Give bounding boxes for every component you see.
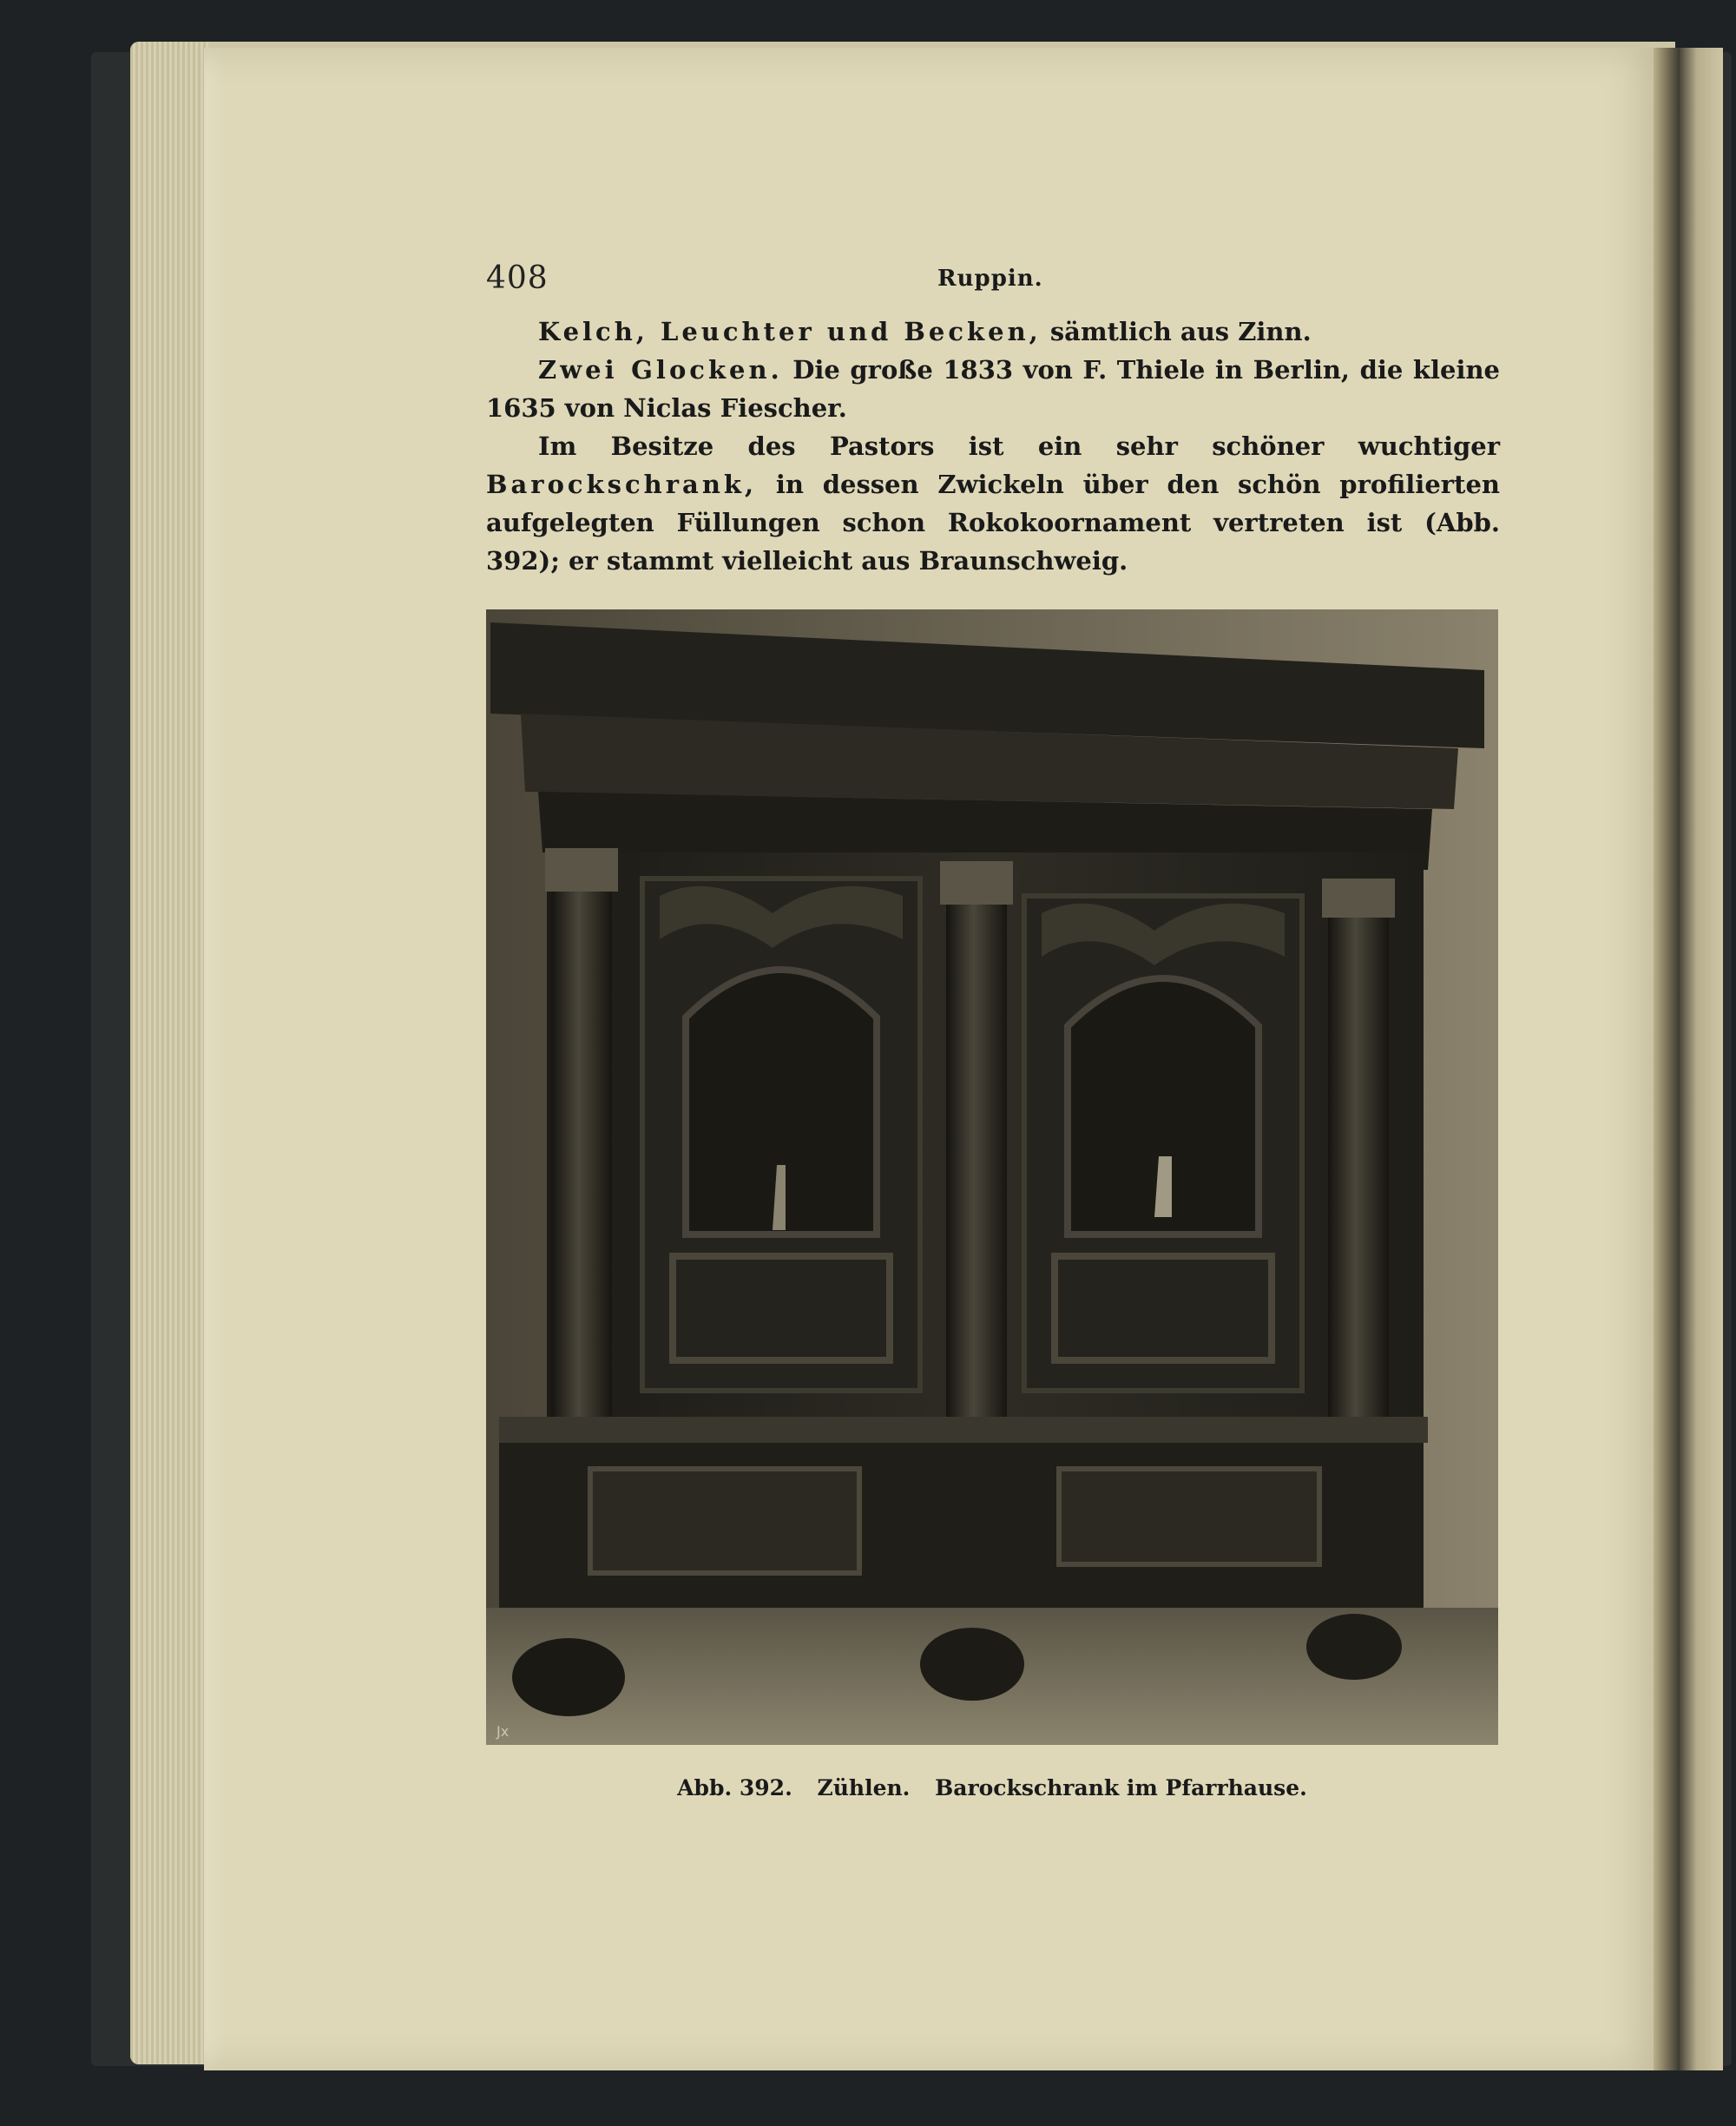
facing-page-edge — [1680, 48, 1723, 2070]
caption-number: Abb. 392. — [677, 1775, 792, 1800]
paragraph-2 — [486, 351, 1500, 427]
cabinet-photograph — [486, 609, 1498, 1745]
paragraph-2-rest: Die große 1833 von F. Thiele in Berlin, die kleine 1635 von Niclas Fiescher. — [486, 355, 1500, 423]
paragraph-3-end: in dessen Zwickeln über den schön profilierten aufgelegten Füllungen schon Rokokoornament vertreten ist (Abb. 392); er stammt vielleicht aus Braunschweig. — [486, 470, 1500, 576]
paragraph-1-rest: sämtlich aus Zinn. — [1041, 317, 1312, 346]
paragraph-3 — [486, 427, 1500, 580]
figure-caption — [486, 1775, 1498, 1800]
paragraph-1-spaced: Kelch, Leuchter und Becken, — [538, 317, 1042, 346]
figure-corner-mark: Jx — [496, 1723, 510, 1740]
paragraph-3-start: Im Besitze des Pastors ist ein sehr schöner wuchtiger — [538, 431, 1500, 461]
cabinet-illustration — [486, 609, 1498, 1745]
book-gutter — [1654, 48, 1680, 2070]
page-edges — [130, 42, 208, 2064]
body-text — [486, 313, 1500, 580]
running-head: Ruppin. — [937, 266, 1043, 292]
caption-text: Barockschrank im Pfarrhause. — [935, 1775, 1307, 1800]
caption-place: Zühlen. — [817, 1775, 911, 1800]
paragraph-3-spaced: Barockschrank, — [486, 470, 758, 499]
paragraph-2-spaced: Zwei Glocken. — [538, 355, 783, 385]
paragraph-1 — [486, 313, 1500, 351]
page-number: 408 — [486, 260, 549, 296]
